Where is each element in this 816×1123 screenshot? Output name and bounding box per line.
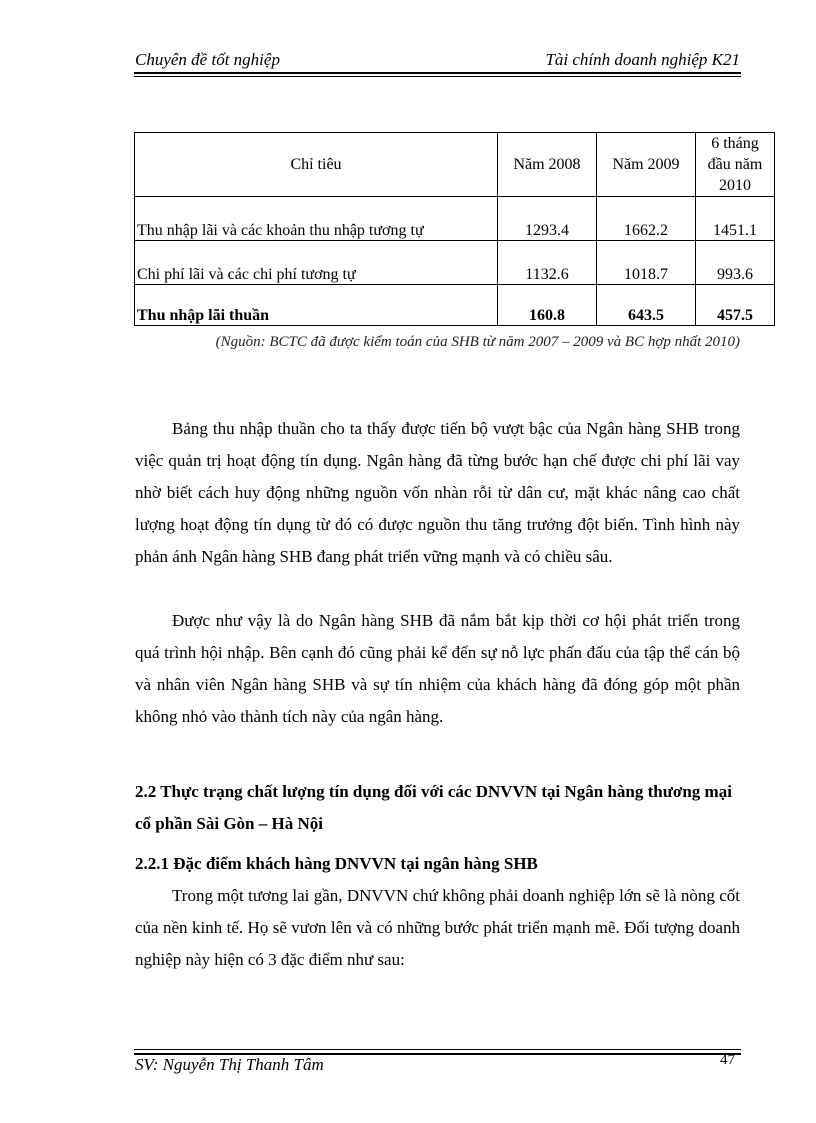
cell-2008: 1293.4	[498, 197, 597, 241]
header-left: Chuyên đề tốt nghiệp	[135, 50, 280, 69]
footer-rule-thin	[134, 1049, 741, 1050]
source-note: (Nguồn: BCTC đã được kiểm toán của SHB từ năm 2007 – 2009 và BC hợp nhất 2010)	[215, 334, 740, 350]
cell-2008: 160.8	[498, 285, 597, 326]
subsection-heading: 2.2.1 Đặc điểm khách hàng DNVVN tại ngân hàng SHB	[135, 854, 538, 873]
footer-author: SV: Nguyễn Thị Thanh Tâm	[135, 1055, 324, 1074]
section-heading: 2.2 Thực trạng chất lượng tín dụng đối với các DNVVN tại Ngân hàng thương mại cổ phần Sài Gòn – Hà Nội	[135, 782, 732, 833]
header-right: Tài chính doanh nghiệp K21	[545, 50, 740, 69]
paragraph-1: Bảng thu nhập thuần cho ta thấy được tiến bộ vượt bậc của Ngân hàng SHB trong việc quản trị hoạt động tín dụng. Ngân hàng đã từng bước hạn chế được chi phí lãi vay nhờ biết cách huy động những nguồn vốn nhàn rỗi từ dân cư, mặt khác nâng cao chất lượng hoạt động tín dụng từ đó có được nguồn thu tăng trưởng đột biến. Tình hình này phản ánh Ngân hàng SHB đang phát triển vững mạnh và có chiều sâu.	[135, 419, 740, 566]
paragraph-3: Trong một tương lai gần, DNVVN chứ không phải doanh nghiệp lớn sẽ là nòng cốt của nền kinh tế. Họ sẽ vươn lên và có những bước phát triển mạnh mẽ. Đối tượng doanh nghiệp này hiện có 3 đặc điểm như sau:	[135, 886, 740, 969]
cell-2009: 1662.2	[597, 197, 696, 241]
header-rule	[134, 72, 741, 74]
row-label: Chi phí lãi và các chi phí tương tự	[135, 241, 498, 285]
cell-2010: 457.5	[696, 285, 775, 326]
table-row	[135, 241, 775, 285]
table-row	[135, 197, 775, 241]
row-label: Thu nhập lãi thuần	[135, 285, 498, 326]
page-number: 47	[720, 1052, 735, 1068]
row-label: Thu nhập lãi và các khoản thu nhập tương tự	[135, 197, 498, 241]
col-header-2008: Năm 2008	[498, 133, 597, 197]
cell-2009: 643.5	[597, 285, 696, 326]
cell-2008: 1132.6	[498, 241, 597, 285]
cell-2010: 993.6	[696, 241, 775, 285]
col-header-indicator: Chỉ tiêu	[135, 133, 498, 197]
cell-2009: 1018.7	[597, 241, 696, 285]
cell-2010: 1451.1	[696, 197, 775, 241]
col-header-2009: Năm 2009	[597, 133, 696, 197]
income-table	[134, 132, 775, 326]
table-header-row	[135, 133, 775, 197]
col-header-2010: 6 tháng đầu năm 2010	[696, 133, 775, 197]
table-row-total	[135, 285, 775, 326]
paragraph-2: Được như vậy là do Ngân hàng SHB đã nắm bắt kịp thời cơ hội phát triển trong quá trình hội nhập. Bên cạnh đó cũng phải kể đến sự nỗ lực phấn đấu của tập thể cán bộ và nhân viên Ngân hàng SHB và sự tín nhiệm của khách hàng đã đóng góp một phần không nhỏ vào thành tích này của ngân hàng.	[135, 611, 740, 726]
header-rule-thin	[134, 76, 741, 77]
page-header	[135, 50, 740, 72]
